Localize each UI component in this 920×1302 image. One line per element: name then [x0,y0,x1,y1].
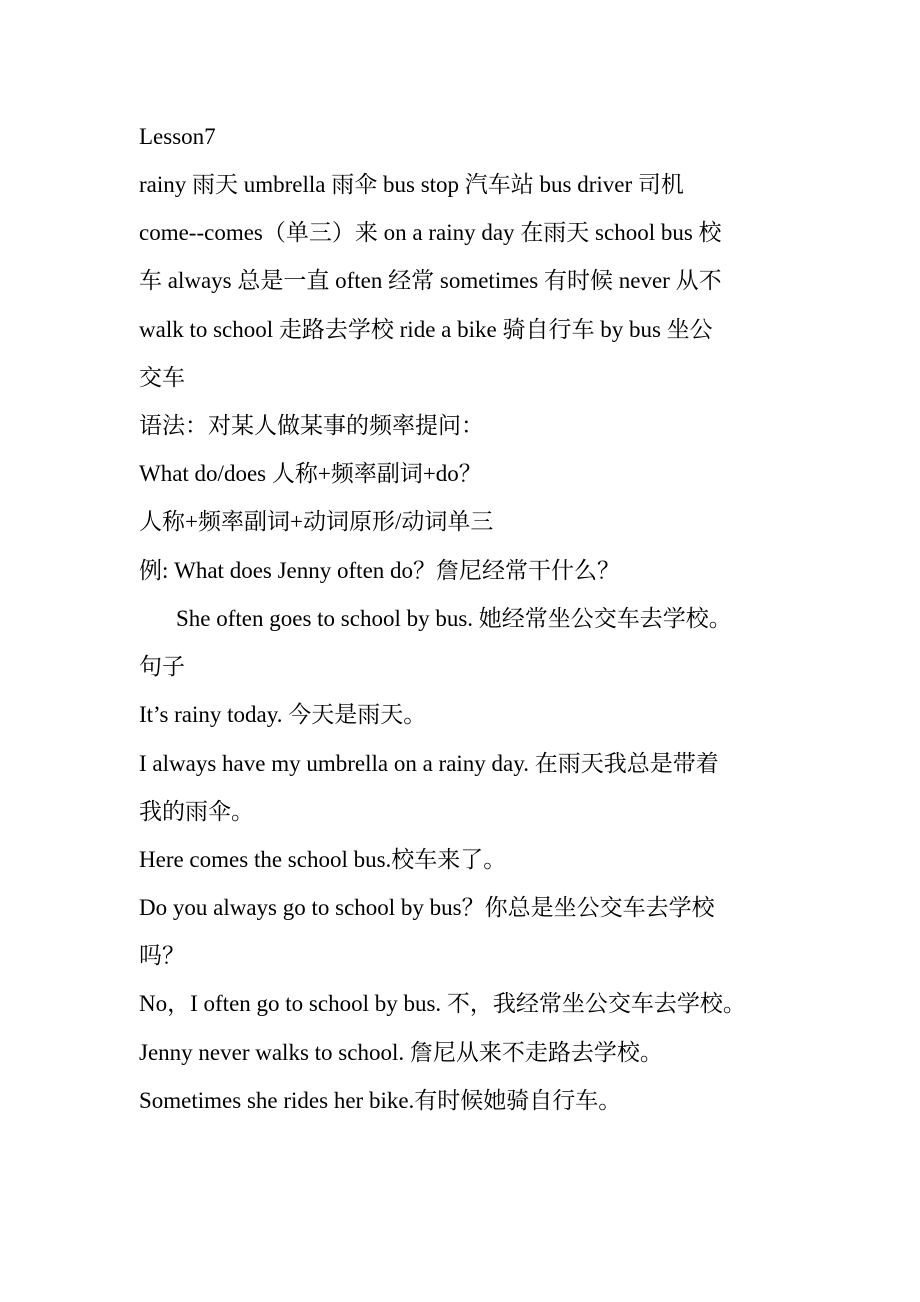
sentence-line: Here comes the school bus.校车来了。 [139,847,507,872]
sentences-heading: 句子 [139,654,185,679]
example-answer-line: She often goes to school by bus. 她经常坐公交车去学校。 [176,606,732,631]
sentence-line: Do you always go to school by bus？你总是坐公交车去学校 [139,895,715,920]
sentence-line: I always have my umbrella on a rainy day. 在雨天我总是带着 [139,751,719,776]
vocab-line: 交车 [139,365,185,390]
vocab-line: 车 always 总是一直 often 经常 sometimes 有时候 never 从不 [139,268,722,293]
sentence-line: No，I often go to school by bus. 不，我经常坐公交车去学校。 [139,991,746,1016]
grammar-line: What do/does 人称+频率副词+do？ [139,461,482,486]
sentence-line: Jenny never walks to school. 詹尼从来不走路去学校。 [139,1040,663,1065]
vocab-line: come--comes（单三）来 on a rainy day 在雨天 school bus 校 [139,220,722,245]
lesson-title: Lesson7 [139,124,216,149]
sentence-line: 吗？ [139,943,185,968]
vocab-line: walk to school 走路去学校 ride a bike 骑自行车 by bus 坐公 [139,317,713,342]
sentence-line: It’s rainy today. 今天是雨天。 [139,702,427,727]
grammar-heading: 语法：对某人做某事的频率提问： [139,413,484,438]
example-line: 例: What does Jenny often do？詹尼经常干什么？ [139,558,621,583]
grammar-line: 人称+频率副词+动词原形/动词单三 [139,509,494,534]
sentence-line: Sometimes she rides her bike.有时候她骑自行车。 [139,1088,622,1113]
vocab-line: rainy 雨天 umbrella 雨伞 bus stop 汽车站 bus driver 司机 [139,172,684,197]
sentence-line: 我的雨伞。 [139,799,254,824]
